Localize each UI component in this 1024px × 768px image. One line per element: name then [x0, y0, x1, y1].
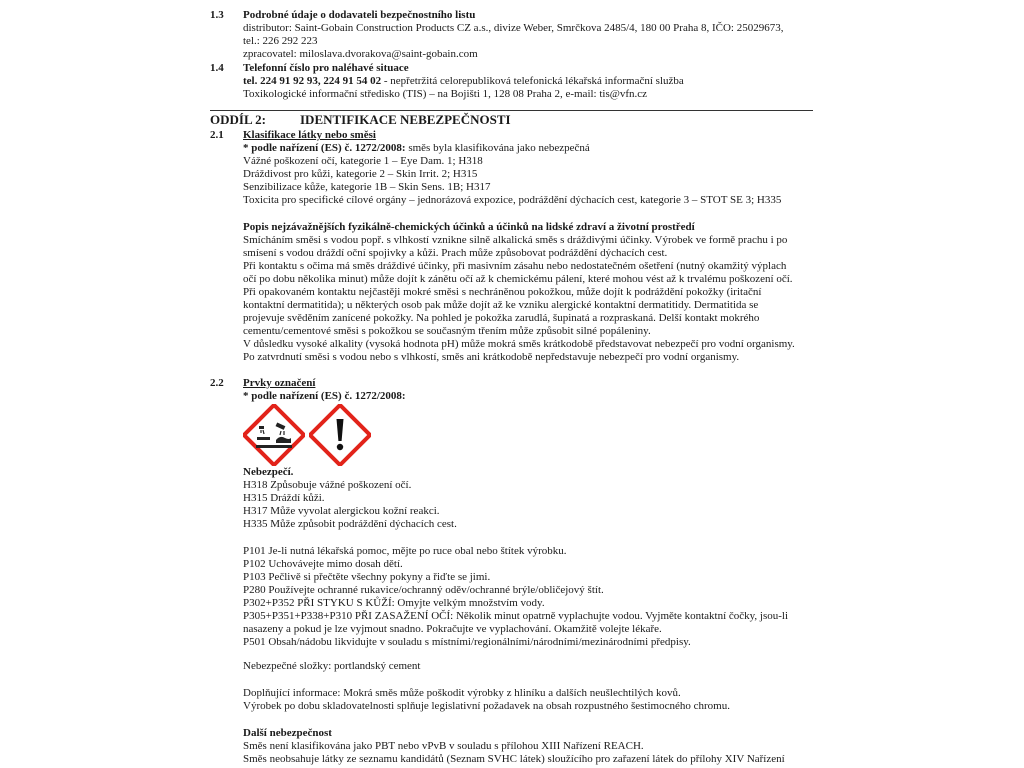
- regulation-ref: * podle nařízení (ES) č. 1272/2008:: [243, 142, 406, 154]
- text-line: Směs není klasifikována jako PBT nebo vPvB v souladu s přílohou XIII Nařízení REACH.: [243, 740, 644, 752]
- text-line: Senzibilizace kůže, kategorie 1B – Skin Sens. 1B; H317: [243, 181, 491, 193]
- exclamation-pictogram-icon: [309, 404, 371, 466]
- text-line: cementu/cementové směsi s pokožkou se současným třením může způsobit silné popáleniny.: [243, 325, 651, 337]
- text-line: distributor: Saint-Gobain Construction Products CZ a.s., divize Weber, Smrčkova 2485/4, 180 00 Praha 8, IČO: 25029673,: [243, 22, 784, 34]
- precaution-statement: P102 Uchovávejte mimo dosah dětí.: [243, 558, 403, 570]
- section-title: Prvky označení: [243, 377, 316, 389]
- hazard-statement: H335 Může způsobit podráždění dýchacích cest.: [243, 518, 457, 530]
- precaution-statement: P103 Pečlivě si přečtěte všechny pokyny a řiďte se jimi.: [243, 571, 491, 583]
- precaution-statement: P501 Obsah/nádobu likvidujte v souladu s místními/regionálními/národními/mezinárodními předpisy.: [243, 636, 691, 648]
- text-line: očí po dobu několika minut) může dojít k zánětu očí až k chemickému pálení, které mohou vést až k trvalému poškození očí.: [243, 273, 793, 285]
- text-line: Směs neobsahuje látky ze seznamu kandidátů (Seznam SVHC látek) sloužícího pro zařazení látek do přílohy XIV Nařízení: [243, 753, 785, 765]
- regulation-ref: * podle nařízení (ES) č. 1272/2008:: [243, 390, 406, 402]
- subsection-title: Další nebezpečnost: [243, 727, 332, 739]
- precaution-statement: P280 Používejte ochranné rukavice/ochranný oděv/ochranné brýle/obličejový štít.: [243, 584, 604, 596]
- text-line: smísení s vodou dráždí oční spojivky a kůži. Prach může způsobovat podráždění dýchacích cest.: [243, 247, 668, 259]
- text-line: Toxicita pro specifické cílové orgány – jednorázová expozice, podráždění dýchacích cest, kategorie 3 – STOT SE 3; H335: [243, 194, 782, 206]
- text-line: Po zatvrdnutí směsi s vodou nebo s vlhkostí, směs ani krátkodobě nepředstavuje nebezpečí pro vodní organismy.: [243, 351, 740, 363]
- chapter-label: ODDÍL 2:: [210, 112, 266, 127]
- text-line: Toxikologické informační středisko (TIS) – na Bojišti 1, 128 08 Praha 2, e-mail: tis@vfn.cz: [243, 88, 648, 100]
- text-line: zpracovatel: miloslava.dvorakova@saint-gobain.com: [243, 48, 478, 60]
- phone-numbers: tel. 224 91 92 93, 224 91 54 02: [243, 75, 382, 87]
- section-title: Podrobné údaje o dodavateli bezpečnostního listu: [243, 9, 476, 21]
- section-number: 1.4: [210, 62, 224, 74]
- phone-description: - nepřetržitá celorepubliková telefonická lékařská informační služba: [381, 75, 684, 87]
- text-line: Dráždivost pro kůži, kategorie 2 – Skin Irrit. 2; H315: [243, 168, 478, 180]
- hazard-statement: H317 Může vyvolat alergickou kožní reakci.: [243, 505, 440, 517]
- text-line: kontaktní dermatitida); u některých osob pak může dojít až ke vzniku alergické kontaktní dermatitidy. Dermatitida se: [243, 299, 759, 311]
- text-line: [243, 142, 590, 156]
- text-line: Smícháním směsi s vodou popř. s vlhkostí vznikne silně alkalická směs s dráždivými účinky. Výrobek ve formě prachu i po: [243, 234, 788, 246]
- corrosion-pictogram-icon: [243, 404, 305, 466]
- text-line: Při opakovaném kontaktu nejčastěji mokré směsi s nechráněnou pokožkou, může dojít k podráždění pokožky (iritační: [243, 286, 762, 298]
- section-number: 2.2: [210, 377, 224, 389]
- section-title: Telefonní číslo pro naléhavé situace: [243, 62, 409, 74]
- precaution-statement: P302+P352 PŘI STYKU S KŮŽÍ: Omyjte velkým množstvím vody.: [243, 597, 545, 609]
- precaution-statement: P101 Je-li nutná lékařská pomoc, mějte po ruce obal nebo štítek výrobku.: [243, 545, 567, 557]
- text-line: tel.: 226 292 223: [243, 35, 318, 47]
- text-line: Při kontaktu s očima má směs dráždivé účinky, při masivním zásahu nebo nedostatečném ošetření (nutný okamžitý výplach: [243, 260, 787, 272]
- text-line: Výrobek po dobu skladovatelnosti splňuje legislativní požadavek na obsah rozpustného šestimocného chromu.: [243, 700, 730, 712]
- section-number: 2.1: [210, 129, 224, 141]
- classification-note: směs byla klasifikována jako nebezpečná: [405, 142, 590, 154]
- hazard-statement: H315 Dráždí kůži.: [243, 492, 325, 504]
- chapter-heading: [210, 112, 511, 128]
- hazard-statement: H318 Způsobuje vážné poškození očí.: [243, 479, 412, 491]
- precaution-statement: P305+P351+P338+P310 PŘI ZASAŽENÍ OČÍ: Několik minut opatrně vyplachujte vodou. Vyjměte kontaktní čočky, jsou-li: [243, 610, 789, 622]
- section-divider: [210, 110, 813, 111]
- signal-word: Nebezpečí.: [243, 466, 294, 478]
- section-title: Klasifikace látky nebo směsi: [243, 129, 376, 141]
- text-line: [243, 75, 684, 89]
- subsection-title: Popis nejzávažnějších fyzikálně-chemických účinků a účinků na lidské zdraví a životní prostředí: [243, 221, 695, 233]
- text-line: V důsledku vysoké alkality (vysoká hodnota pH) může mokrá směs krátkodobě představovat nebezpečí pro vodní organismy.: [243, 338, 795, 350]
- text-line: Vážné poškození očí, kategorie 1 – Eye Dam. 1; H318: [243, 155, 483, 167]
- text-line: Doplňující informace: Mokrá směs může poškodit výrobky z hliníku a dalších neušlechtilých kovů.: [243, 687, 681, 699]
- precaution-statement: nasazeny a pokud je lze vyjmout snadno. Pokračujte ve vyplachování. Okamžitě volejte lékaře.: [243, 623, 662, 635]
- chapter-title: IDENTIFIKACE NEBEZPEČNOSTI: [300, 112, 511, 127]
- section-number: 1.3: [210, 9, 224, 21]
- text-line: projevuje svěděním zanícené pokožky. Na pohled je pokožka zarudlá, šupinatá a rozpraskaná. Delší kontakt mokrého: [243, 312, 760, 324]
- hazardous-components: Nebezpečné složky: portlandský cement: [243, 660, 421, 672]
